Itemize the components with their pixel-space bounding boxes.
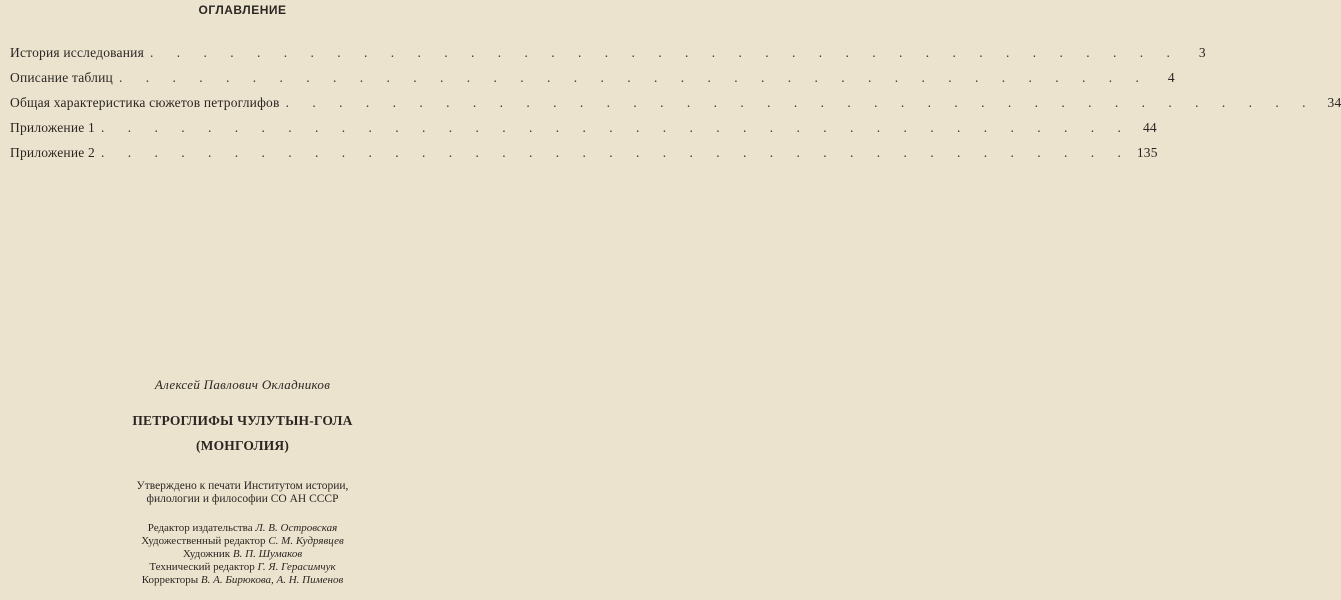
approval-line: Утверждено к печати Институтом истории, [136,480,349,492]
credit-name: Л. В. Островская [255,522,338,534]
toc-entry-page: 44 [1142,120,1157,135]
author-name: Алексей Павлович Окладников [154,377,331,392]
credit-name: В. П. Шумаков [232,548,303,560]
credits-block [0,522,485,587]
toc-entry-title: История исследования [10,45,144,60]
toc-entry-page: 3 [1198,45,1206,60]
credit-role: Корректоры [141,574,199,586]
approval-line: филологии и философии СО АН СССР [146,493,339,505]
toc-entry-title: Общая характеристика сюжетов петроглифов [10,95,280,110]
toc-entry [10,70,1175,95]
toc-dot-leader: . . . . . . . . . . . . . . . . . . . . . . . . . . . . . . . . . . . . . . . [150,45,1180,60]
credit-name: С. М. Кудрявцев [268,535,344,547]
toc-entry-page: 34 [1327,95,1341,110]
toc-dot-leader: . . . . . . . . . . . . . . . . . . . . . . . . . . . . . . . . . . . . . . . [100,120,1131,135]
toc-dot-leader: . . . . . . . . . . . . . . . . . . . . . . . . . . . . . . . . . . . . . . . [285,95,1316,110]
book-title: ПЕТРОГЛИФЫ ЧУЛУТЫН-ГОЛА [132,413,353,428]
credit-role: Редактор издательства [147,522,253,534]
credit-line [0,535,485,548]
toc-entry [10,45,1206,70]
credit-line [0,561,485,574]
book-subtitle: (МОНГОЛИЯ) [195,438,290,453]
toc-entry [10,95,1341,120]
toc-entry-page: 135 [1136,145,1158,160]
toc-dot-leader: . . . . . . . . . . . . . . . . . . . . . . . . . . . . . . . . . . . . . . . [118,70,1149,85]
toc-entry-title: Приложение 2 [10,145,95,160]
credit-line [0,522,485,535]
credit-name: В. А. Бирюкова, А. Н. Пименов [200,574,344,586]
credit-role: Технический редактор [149,561,255,573]
approval-note [0,480,485,506]
toc-heading: ОГЛАВЛЕНИЕ [198,3,287,17]
credit-line [0,574,485,587]
toc-entry-title: Приложение 1 [10,120,95,135]
toc-entry [10,145,1158,170]
credit-role: Художник [182,548,231,560]
credit-line [0,548,485,561]
table-of-contents [10,45,1341,170]
toc-entry-title: Описание таблиц [10,70,113,85]
toc-dot-leader: . . . . . . . . . . . . . . . . . . . . . . . . . . . . . . . . . . . . . . . [100,145,1131,160]
toc-entry [10,120,1157,145]
toc-entry-page: 4 [1167,70,1175,85]
credit-role: Художественный редактор [141,535,266,547]
credit-name: Г. Я. Герасимчук [257,561,336,573]
